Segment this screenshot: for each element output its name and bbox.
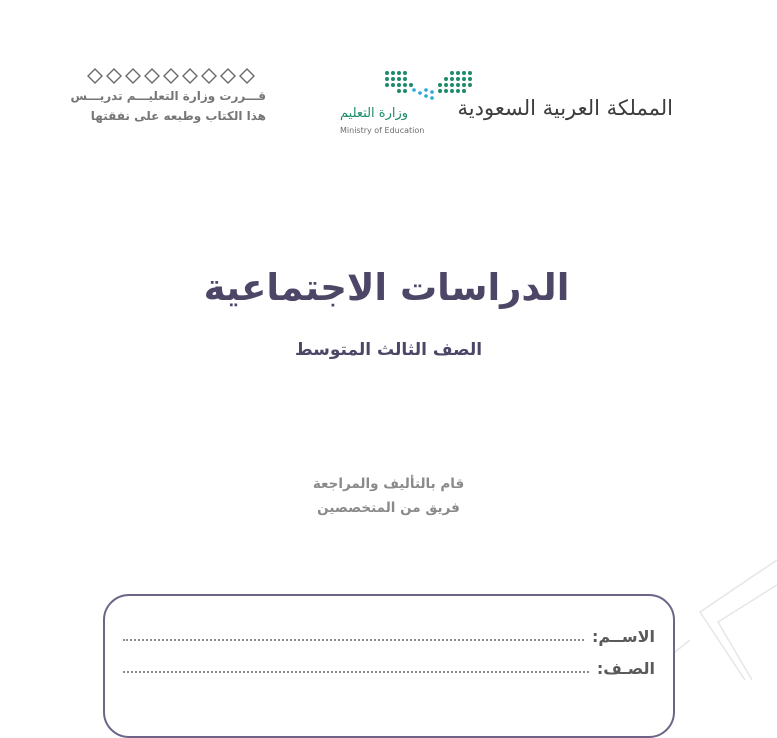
student-name-field[interactable] (123, 624, 655, 646)
authors-line-1: قام بالتأليف والمراجعة (312, 476, 465, 492)
student-info-box (103, 594, 675, 738)
authors-line-2: فريق من المتخصصين (317, 500, 460, 516)
decree-block (70, 66, 266, 126)
decree-line-1: قـــررت وزارة التعليـــم تدريـــس (70, 89, 266, 103)
student-grade-field[interactable] (123, 656, 655, 678)
book-grade: الصف الثالث المتوسط (294, 340, 483, 360)
book-title-text: الدراسات الاجتماعية (203, 266, 570, 309)
student-grade-label: الصـف: (596, 659, 655, 678)
diamond-ornament-row (84, 66, 266, 86)
ministry-logo (330, 68, 480, 140)
student-grade-line[interactable] (123, 671, 589, 673)
kingdom-logo (458, 96, 673, 120)
ministry-name-arabic: وزارة التعليم (340, 106, 409, 121)
authors-block (0, 472, 777, 520)
book-title (0, 266, 777, 309)
kingdom-name: المملكة العربية السعودية (457, 96, 673, 120)
ministry-name-english: Ministry of Education (340, 126, 425, 135)
student-name-label: الاســم: (591, 627, 655, 646)
decree-line-2: هذا الكتاب وطبعه على نفقتها (90, 109, 266, 123)
ministry-dots-emblem (330, 68, 480, 104)
student-name-line[interactable] (123, 639, 584, 641)
